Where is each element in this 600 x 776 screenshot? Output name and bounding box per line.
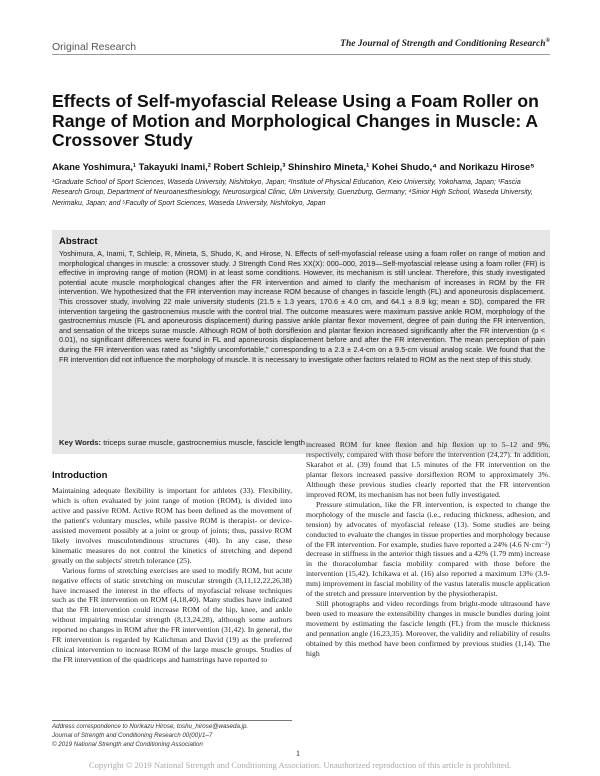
affiliations: ¹Graduate School of Sport Sciences, Waseda University, Nishitokyo, Japan; ²Institute of Physical Education, Keio University, Yokohama, Japan; ³Fascia Research Group, Department of Neuroanesthesiology, Neurosurgical Clinic, Ulm University, Guenzburg, Germany; ⁴Sinior High School, Waseda University, Nerimaku, Japan; and ⁵Faculty of Sport Sciences, Waseda University, Nishitokyo, Japan xyxy=(52,179,533,207)
abstract-heading: Abstract xyxy=(59,236,98,247)
footer-copyright: Copyright © 2019 National Strength and Conditioning Association. Unauthorized reproduction of this article is prohibited. xyxy=(88,760,512,770)
paragraph: Pressure stimulation, like the FR intervention, is expected to change the morphology of the muscle and fascia (i.e., reducing thickness, adhesion, and tension) by advocates of myofascial release (13). Some studies are being conducted to evaluate the changes in tissue properties and morphology because of the FR intervention. For example, studies have reported a 24% (4.6 N·cm⁻²) decrease in stiffness in the anterior thigh tissues and a 42% (1.79 mm) increase in the thoracolumbar fascia mobility compared with those before the intervention (15,42). Ichikawa et al. (16) also reported a maximum 13% (3.9-mm) improvement in fascial mobility of the vastus lateralis muscle application of the stretch and pressure intervention by the physiotherapist. xyxy=(306,499,550,599)
paragraph: Still photographs and video recordings from bright-mode ultrasound have been used to measure the extensibility changes in muscle bundles during joint movement by estimating the fascicle length (FL) from the muscle thickness and pennation angle (16,23,35). Moreover, the validity and reliability of results obtained by this method have been confirmed by previous studies (1,14). The high xyxy=(306,599,550,659)
article-title: Effects of Self-myofascial Release Using a Foam Roller on Range of Motion and Morphological Changes in Muscle: A Crossover Study xyxy=(52,91,539,151)
footnote-rule xyxy=(52,720,292,721)
introduction-heading: Introduction xyxy=(52,470,108,481)
section-label: Original Research xyxy=(52,41,137,53)
correspondence-note: Address correspondence to Norikazu Hirose, toshu_hirose@waseda.jp. xyxy=(52,723,249,730)
keywords-label: Key Words: xyxy=(59,438,102,447)
left-column xyxy=(52,486,292,665)
keywords-text: triceps surae muscle, gastrocnemius muscle, fascicle length xyxy=(103,438,305,447)
paragraph: Maintaining adequate flexibility is important for athletes (33). Flexibility, which is often evaluated by joint range of motion (ROM), is divided into active and passive ROM. Active ROM has been defined as the movement of the patient's voluntary muscles, while passive ROM is therapist- or device-assisted movement possibly at a joint or group of joints; thus, passive ROM likely involves musculotendinous structures (40). In any case, these kinematic measures do not control the kinetics of stretching and depend greatly on the subjects' stretch tolerance (25). xyxy=(52,486,292,565)
journal-prefix: The xyxy=(340,39,356,50)
author-list: Akane Yoshimura,¹ Takayuki Inami,² Robert Schleip,³ Shinshiro Mineta,¹ Kohei Shudo,⁴ and Norikazu Hirose⁵ xyxy=(52,161,535,172)
journal-name xyxy=(340,38,550,49)
paragraph: Various forms of stretching exercises are used to modify ROM, but acute negative effects of static stretching on muscular strength (3,11,12,22,26,38) have increased the interest in the effects of myofascial release techniques such as the FR intervention on ROM (4,18,40). Many studies have indicated that the FR intervention could increase ROM of the hip, knee, and ankle without impairing muscular strength (8,13,24,28), although some authors reported no changes in ROM after the FR intervention (31,42). In general, the FR intervention is regarded by Kalichman and David (19) as the preferred clinical intervention to increase ROM of the large muscle groups. Studies of the FR intervention of the quadriceps and hamstrings have reported to xyxy=(52,565,292,665)
paragraph: increased ROM for knee flexion and hip flexion up to 5–12 and 9%, respectively, compared with those before the intervention (24,27). In addition, Skarabot et al. (39) found that 1.5 minutes of the FR intervention on the plantar flexors increased passive dorsiflexion ROM to approximately 3%. Although these previous studies clearly reported that the FR intervention improved ROM, its mechanism has not been fully investigated. xyxy=(306,440,550,499)
header-rule xyxy=(52,54,550,55)
registered-mark: ® xyxy=(545,38,550,44)
footnotes xyxy=(52,722,292,749)
copyright-note: © 2019 National Strength and Conditioning Association xyxy=(52,741,203,748)
abstract-text: Yoshimura, A, Inami, T, Schleip, R, Mineta, S, Shudo, K, and Hirose, N. Effects of self-myofascial release using a foam roller on range of motion and morphological changes in muscle: a crossover study. J Strength Cond Res XX(X): 000–000, 2019—Self-myofascial release using a foam roller (FR) is effective in improving range of motion (ROM) in at least some conditions. However, its mechanism is still unclear. Therefore, this study investigated potential acute muscle morphological changes after the FR intervention and aimed to clarify the mechanism of increases in ROM by the FR intervention. We hypothesized that the FR intervention may increase ROM because of changes in fascicle length (FL) and aponeurosis displacement. This crossover study, involving 22 male university students (21.5 ± 1.3 years, 170.6 ± 4.0 cm, and 64.1 ± 8.9 kg; mean ± SD), compared the FR intervention targeting the gastrocnemius muscle with the control trial. The outcome measures were maximum passive ankle ROM, morphology of the gastrocnemius muscle (FL and aponeurosis displacement) during passive ankle plantar flexor movement, degree of pain during the FR intervention, and sensation of the triceps surae muscle. Although ROM of both dorsiflexion and plantar flexion increased significantly after the FR intervention (p < 0.01), no significant differences were found in FL and aponeurosis displacement before and after the FR intervention. The mean perception of pain during the FR intervention was rated as "slightly uncomfortable," corresponding to a 2.3 ± 2.4-cm on a 9.5-cm visual analog scale. We found that the FR intervention did not influence the morphology of muscle. It is necessary to investigate other factors related to ROM as the next step of this study. xyxy=(59,249,545,364)
right-column xyxy=(306,440,550,659)
journal-title: Journal of Strength and Conditioning Research xyxy=(357,39,546,50)
page-number: 1 xyxy=(296,749,300,758)
citation-note: Journal of Strength and Conditioning Research 00(00)/1–7 xyxy=(52,732,213,739)
